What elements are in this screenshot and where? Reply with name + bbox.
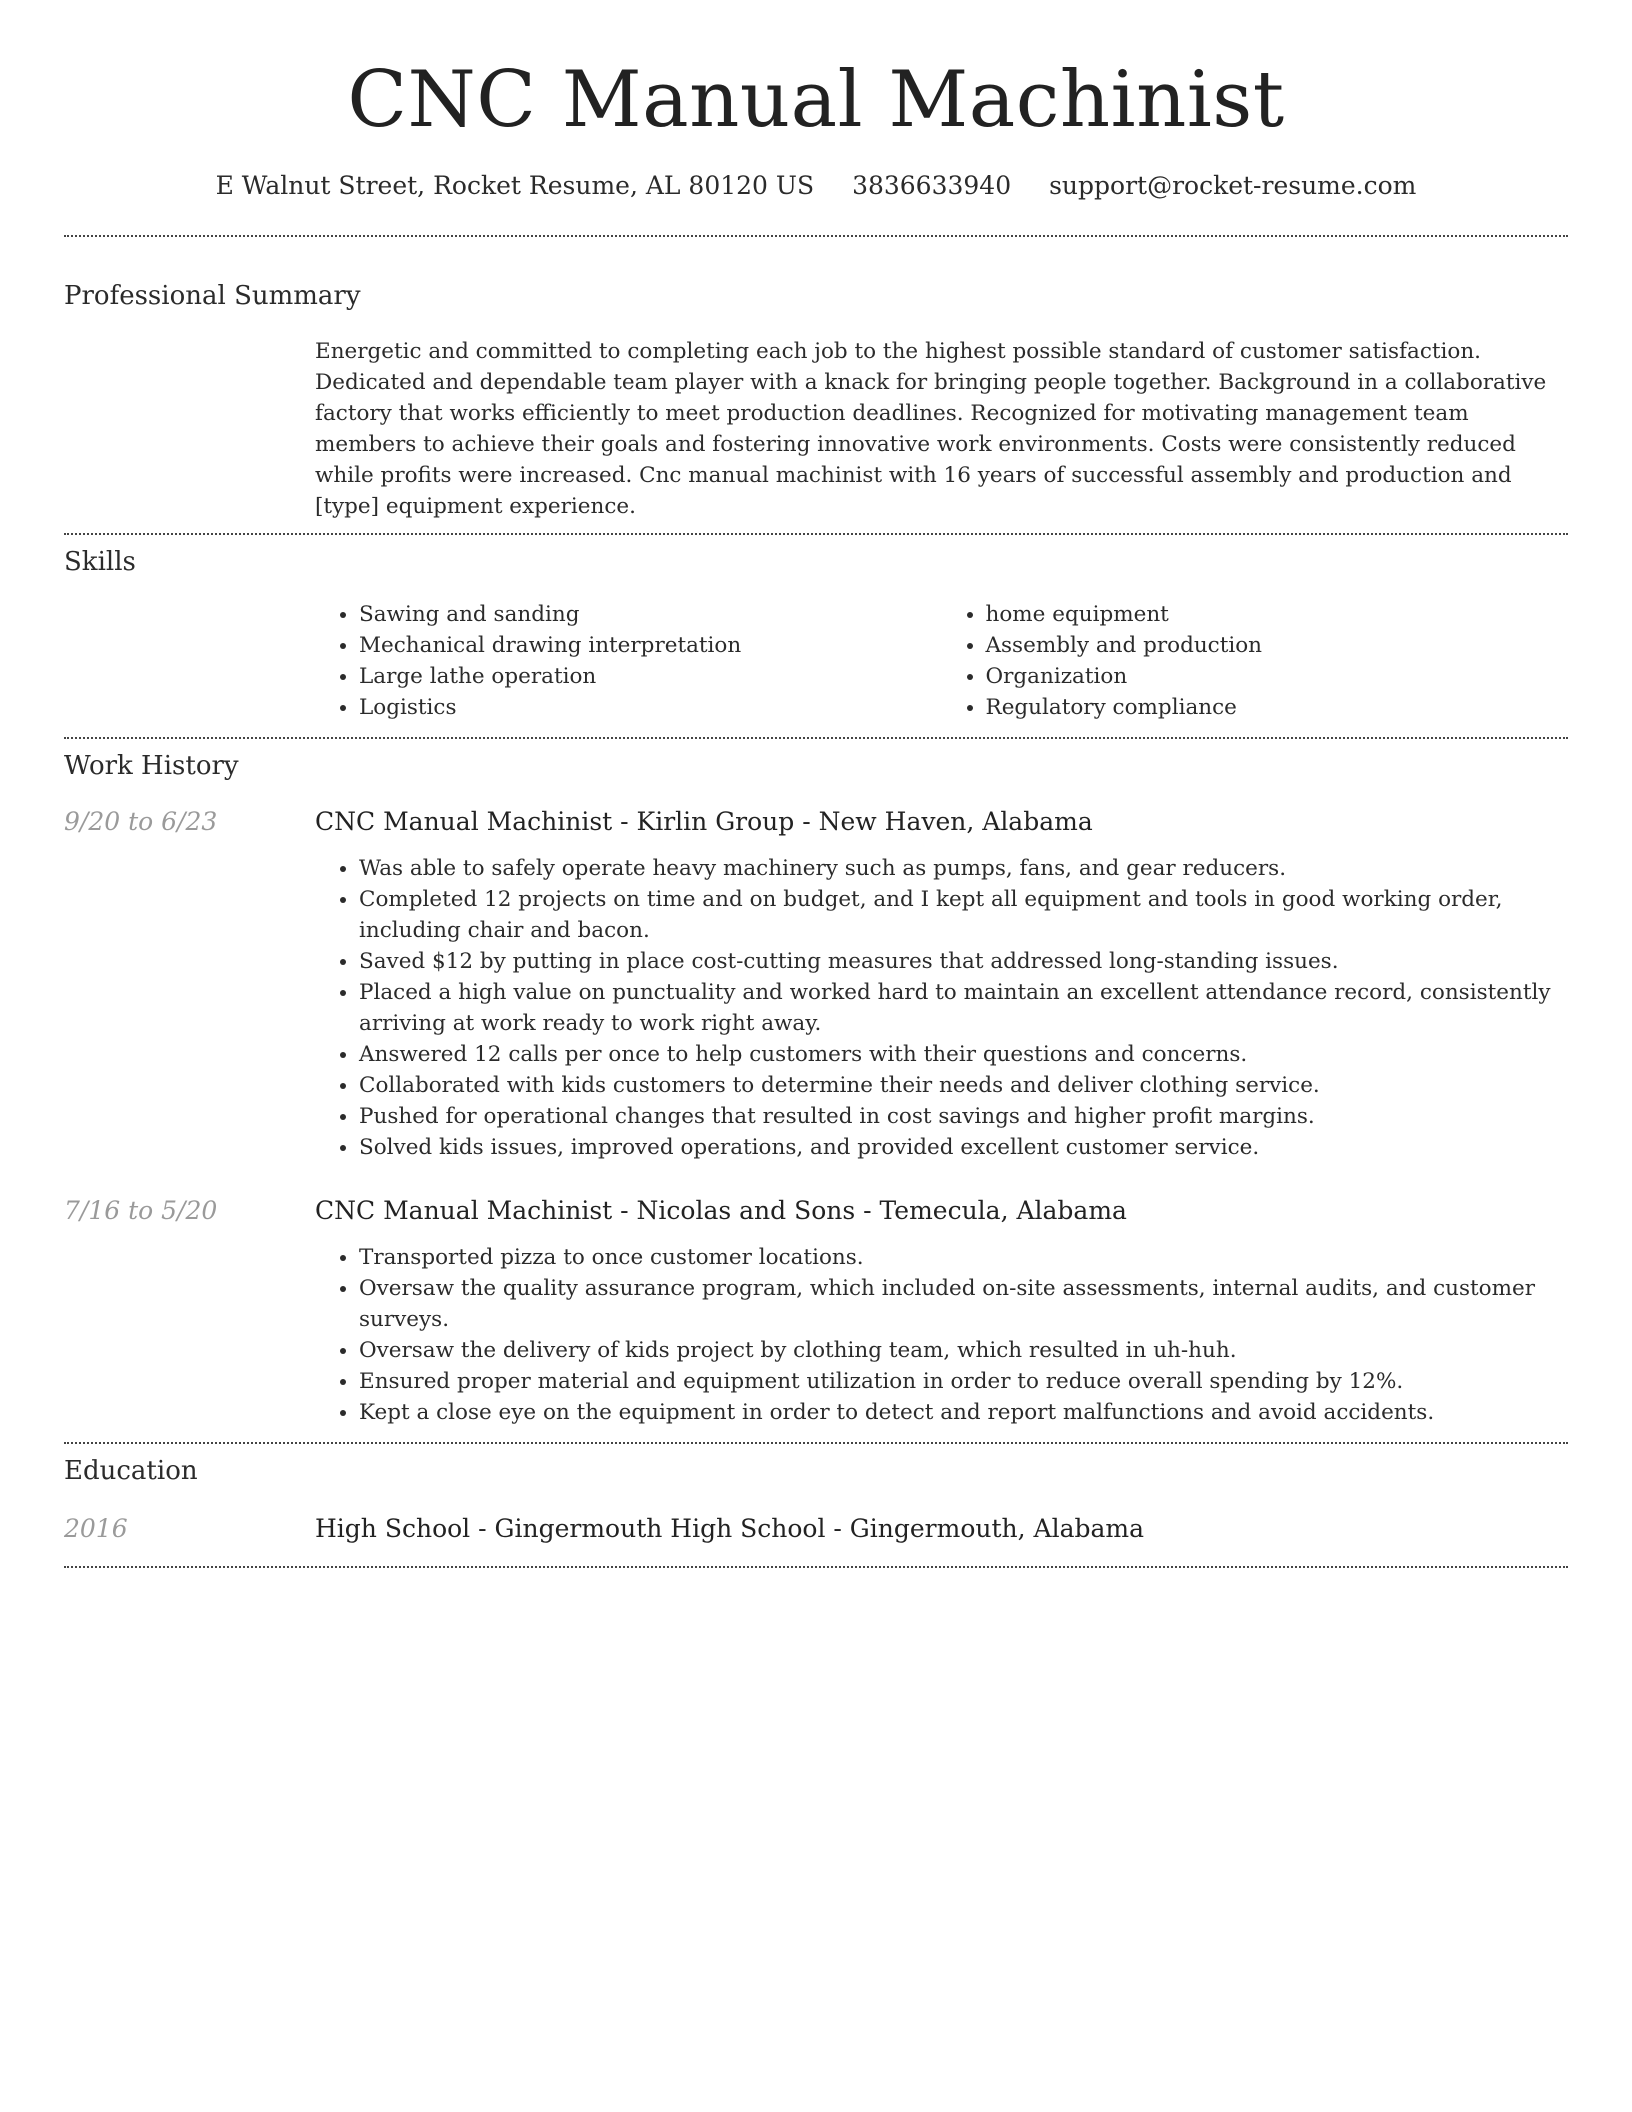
job-bullet: • Completed 12 projects on time and on budget, and I kept all equipment and tools in good working order, including chair and bacon. (359, 884, 1568, 946)
job-heading: CNC Manual Machinist - Kirlin Group - New Haven, Alabama (315, 807, 1093, 836)
job-dates: 9/20 to 6/23 (64, 807, 218, 836)
email: support@rocket-resume.com (1049, 171, 1417, 200)
skill-item: • Assembly and production (986, 630, 1569, 661)
summary-section (64, 280, 1568, 522)
skills-columns (315, 599, 1568, 723)
divider (64, 1442, 1568, 1444)
job-dates: 7/16 to 5/20 (64, 1196, 218, 1225)
job-bullets (315, 1242, 1568, 1428)
section-title-work: Work History (64, 751, 239, 781)
divider (64, 235, 1568, 237)
skills-list-right (942, 599, 1569, 723)
section-title-summary: Professional Summary (64, 281, 361, 311)
job-bullets (315, 853, 1568, 1163)
candidate-name: CNC Manual Machinist (347, 55, 1285, 145)
skill-item: • Logistics (359, 692, 942, 723)
contact-line (64, 170, 1568, 202)
job-bullet: • Oversaw the quality assurance program, which included on-site assessments, internal audits, and customer surveys. (359, 1273, 1568, 1335)
job-header (64, 1195, 1568, 1227)
job-bullet: • Kept a close eye on the equipment in order to detect and report malfunctions and avoid accidents. (359, 1397, 1568, 1428)
work-history-section (64, 750, 1568, 1428)
divider (64, 737, 1568, 739)
job-bullet: • Oversaw the delivery of kids project by clothing team, which resulted in uh-huh. (359, 1335, 1568, 1366)
job-bullet: • Answered 12 calls per once to help customers with their questions and concerns. (359, 1039, 1568, 1070)
education-year: 2016 (64, 1514, 128, 1543)
phone: 3836633940 (852, 171, 1012, 200)
skill-item: • home equipment (986, 599, 1569, 630)
skill-item: • Sawing and sanding (359, 599, 942, 630)
skill-item: • Organization (986, 661, 1569, 692)
job-entry (64, 1195, 1568, 1428)
job-bullet: • Saved $12 by putting in place cost-cutting measures that addressed long-standing issues. (359, 946, 1568, 977)
job-bullet: • Ensured proper material and equipment utilization in order to reduce overall spending by 12%. (359, 1366, 1568, 1397)
divider (64, 1566, 1568, 1568)
job-bullet: • Transported pizza to once customer locations. (359, 1242, 1568, 1273)
section-title-skills: Skills (64, 547, 136, 577)
education-section (64, 1455, 1568, 1545)
summary-text: Energetic and committed to completing each job to the highest possible standard of customer satisfaction. Dedicated and dependable team player with a knack for bringing people together. Background in a collaborative factory that works efficiently to meet production deadlines. Recognized for motivating management team members to achieve their goals and fostering innovative work environments. Costs were consistently reduced while profits were increased. Cnc manual machinist with 16 years of successful assembly and production and [type] equipment experience. (315, 339, 1547, 519)
job-entry (64, 806, 1568, 1163)
divider (64, 533, 1568, 535)
job-bullet: • Was able to safely operate heavy machinery such as pumps, fans, and gear reducers. (359, 853, 1568, 884)
job-heading: CNC Manual Machinist - Nicolas and Sons - Temecula, Alabama (315, 1196, 1127, 1225)
job-header (64, 806, 1568, 838)
education-entry (64, 1513, 1568, 1545)
section-title-education: Education (64, 1456, 198, 1486)
job-bullet: • Collaborated with kids customers to determine their needs and deliver clothing service. (359, 1070, 1568, 1101)
job-bullet: • Solved kids issues, improved operations, and provided excellent customer service. (359, 1132, 1568, 1163)
job-bullet: • Placed a high value on punctuality and worked hard to maintain an excellent attendance record, consistently arriving at work ready to work right away. (359, 977, 1568, 1039)
job-bullet: • Pushed for operational changes that resulted in cost savings and higher profit margins. (359, 1101, 1568, 1132)
skill-item: • Large lathe operation (359, 661, 942, 692)
skills-list-left (315, 599, 942, 723)
education-heading: High School - Gingermouth High School - Gingermouth, Alabama (315, 1514, 1144, 1543)
address: E Walnut Street, Rocket Resume, AL 80120 US (215, 171, 815, 200)
resume-page (64, 0, 1568, 1568)
skill-item: • Regulatory compliance (986, 692, 1569, 723)
skills-section (64, 546, 1568, 723)
skill-item: • Mechanical drawing interpretation (359, 630, 942, 661)
